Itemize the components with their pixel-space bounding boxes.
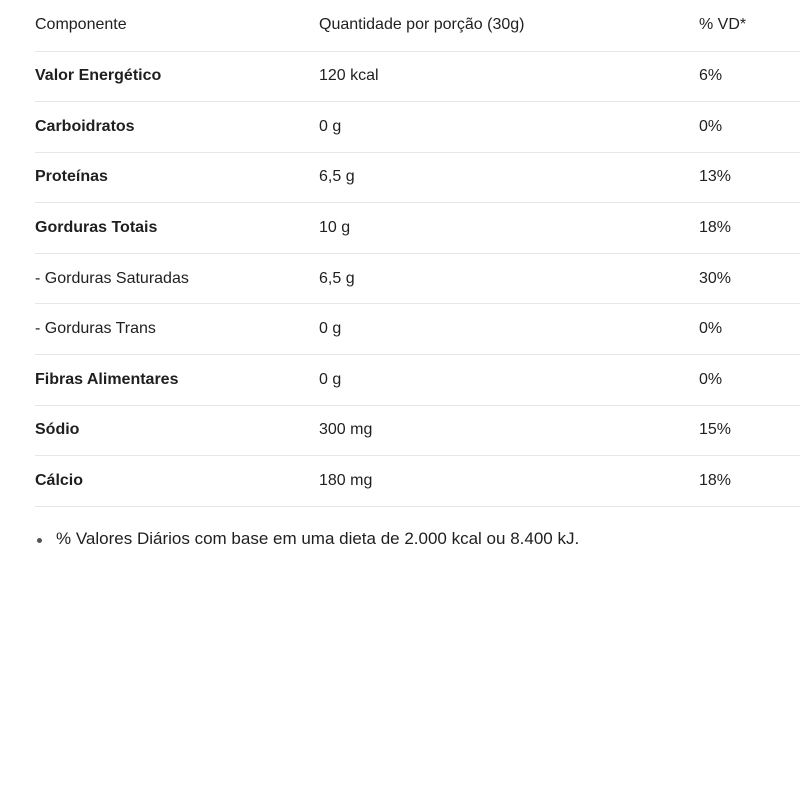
table-row xyxy=(35,102,800,153)
cell-component: Cálcio xyxy=(35,456,319,507)
cell-daily-value: 15% xyxy=(699,405,800,456)
cell-daily-value: 30% xyxy=(699,253,800,304)
table-row xyxy=(35,405,800,456)
header-daily-value: % VD* xyxy=(699,0,800,51)
table-row xyxy=(35,51,800,102)
cell-component: - Gorduras Trans xyxy=(35,304,319,355)
footnote xyxy=(37,529,797,549)
cell-amount: 300 mg xyxy=(319,405,699,456)
table-row xyxy=(35,456,800,507)
table-row xyxy=(35,203,800,254)
cell-component: Proteínas xyxy=(35,152,319,203)
cell-component: - Gorduras Saturadas xyxy=(35,253,319,304)
table-body xyxy=(35,51,800,506)
cell-amount: 6,5 g xyxy=(319,253,699,304)
cell-amount: 180 mg xyxy=(319,456,699,507)
cell-daily-value: 18% xyxy=(699,456,800,507)
cell-amount: 0 g xyxy=(319,355,699,406)
cell-component: Fibras Alimentares xyxy=(35,355,319,406)
footnote-item xyxy=(37,529,579,549)
table-row xyxy=(35,304,800,355)
cell-amount: 120 kcal xyxy=(319,51,699,102)
bullet-icon xyxy=(37,538,42,543)
cell-component: Sódio xyxy=(35,405,319,456)
cell-amount: 0 g xyxy=(319,304,699,355)
cell-daily-value: 13% xyxy=(699,152,800,203)
cell-component: Carboidratos xyxy=(35,102,319,153)
cell-daily-value: 18% xyxy=(699,203,800,254)
footnote-text: % Valores Diários com base em uma dieta de 2.000 kcal ou 8.400 kJ. xyxy=(56,529,580,548)
table-row xyxy=(35,253,800,304)
cell-amount: 10 g xyxy=(319,203,699,254)
cell-daily-value: 0% xyxy=(699,355,800,406)
cell-amount: 6,5 g xyxy=(319,152,699,203)
nutrition-table xyxy=(35,0,800,507)
cell-daily-value: 0% xyxy=(699,304,800,355)
cell-daily-value: 6% xyxy=(699,51,800,102)
cell-component: Gorduras Totais xyxy=(35,203,319,254)
table-row xyxy=(35,152,800,203)
header-amount: Quantidade por porção (30g) xyxy=(319,0,699,51)
table-row xyxy=(35,355,800,406)
table-header-row xyxy=(35,0,800,51)
cell-component: Valor Energético xyxy=(35,51,319,102)
cell-daily-value: 0% xyxy=(699,102,800,153)
cell-amount: 0 g xyxy=(319,102,699,153)
header-component: Componente xyxy=(35,0,319,51)
